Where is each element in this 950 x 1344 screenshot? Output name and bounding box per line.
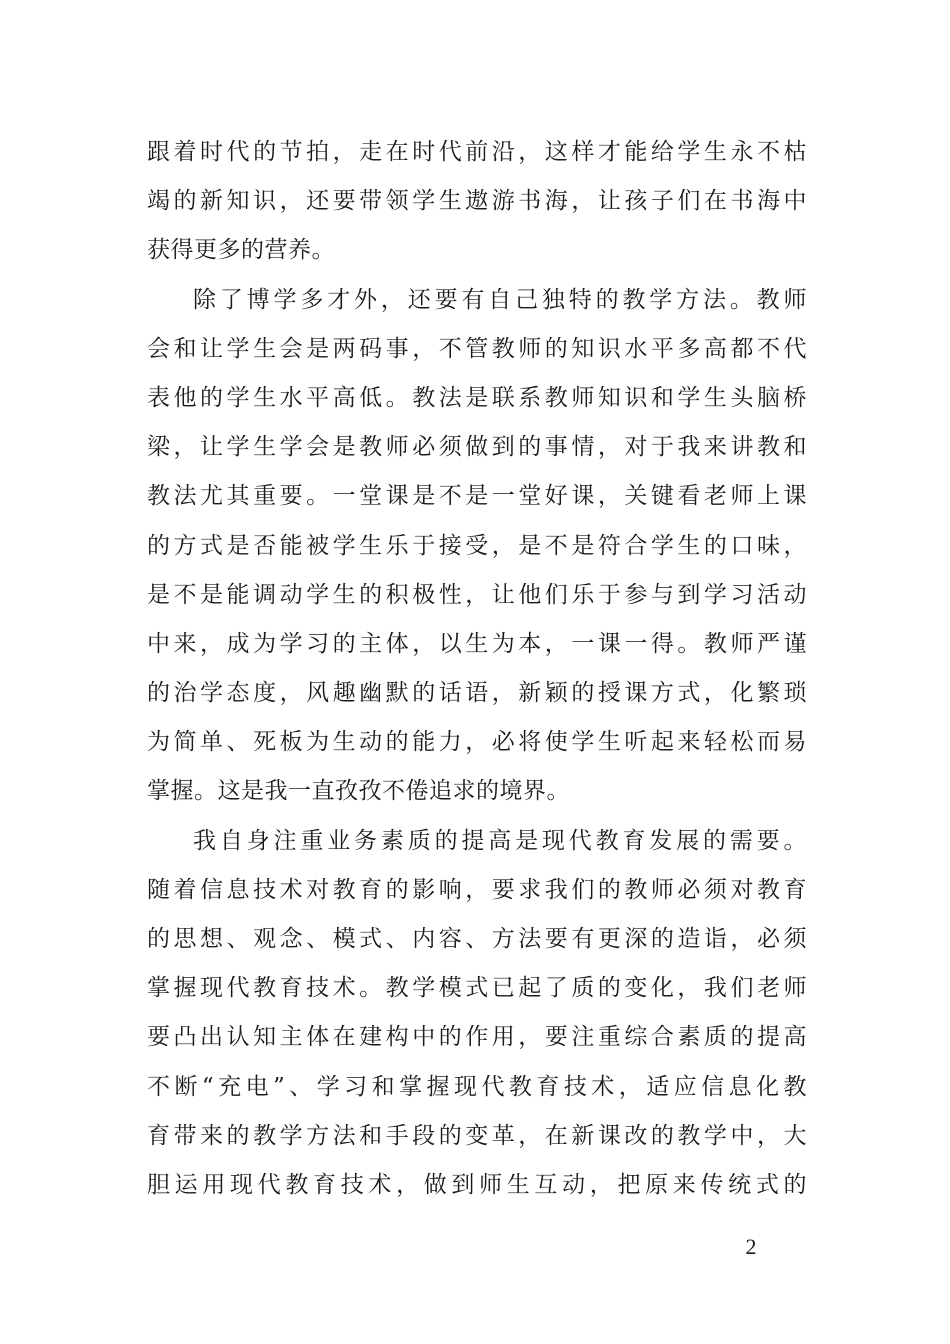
text-line: 胆运用现代教育技术，做到师生互动，把原来传统式的 xyxy=(147,1171,807,1198)
text-line: 获得更多的营养。 xyxy=(147,237,335,264)
text-line: 的思想、观念、模式、内容、方法要有更深的造诣，必须 xyxy=(147,926,807,952)
text-line: 为简单、死板为生动的能力，必将使学生听起来轻松而易 xyxy=(147,729,807,756)
text-line: 我自身注重业务素质的提高是现代教育发展的需要。 xyxy=(193,827,807,854)
text-line: 中来，成为学习的主体，以生为本，一课一得。教师严谨 xyxy=(147,630,807,657)
text-line: 除了博学多才外，还要有自己独特的教学方法。教师 xyxy=(193,286,807,313)
page-number: 2 xyxy=(745,1234,757,1259)
text-line: 随着信息技术对教育的影响，要求我们的教师必须对教育 xyxy=(147,876,807,903)
text-line: 不断“充电”、学习和掌握现代教育技术，适应信息化教 xyxy=(147,1073,807,1100)
text-line: 梁，让学生学会是教师必须做到的事情，对于我来讲教和 xyxy=(147,434,807,461)
text-line: 跟着时代的节拍，走在时代前沿，这样才能给学生永不枯 xyxy=(147,139,807,165)
text-line: 的方式是否能被学生乐于接受，是不是符合学生的口味， xyxy=(147,532,807,559)
text-line: 育带来的教学方法和手段的变革，在新课改的教学中，大 xyxy=(147,1122,807,1149)
text-line: 掌握现代教育技术。教学模式已起了质的变化，我们老师 xyxy=(147,975,807,1002)
text-line: 的治学态度，风趣幽默的话语，新颖的授课方式，化繁琐 xyxy=(147,680,807,707)
text-line: 表他的学生水平高低。教法是联系教师知识和学生头脑桥 xyxy=(147,384,807,411)
text-line: 掌握。这是我一直孜孜不倦追求的境界。 xyxy=(147,778,570,805)
text-line: 要凸出认知主体在建构中的作用，要注重综合素质的提高 xyxy=(147,1024,807,1051)
text-line: 会和让学生会是两码事，不管教师的知识水平多高都不代 xyxy=(147,335,807,362)
text-line: 教法尤其重要。一堂课是不是一堂好课，关键看老师上课 xyxy=(147,483,807,510)
body-text xyxy=(147,128,807,1210)
text-line: 是不是能调动学生的积极性，让他们乐于参与到学习活动 xyxy=(147,581,807,608)
text-line: 竭的新知识，还要带领学生遨游书海，让孩子们在书海中 xyxy=(147,188,807,215)
